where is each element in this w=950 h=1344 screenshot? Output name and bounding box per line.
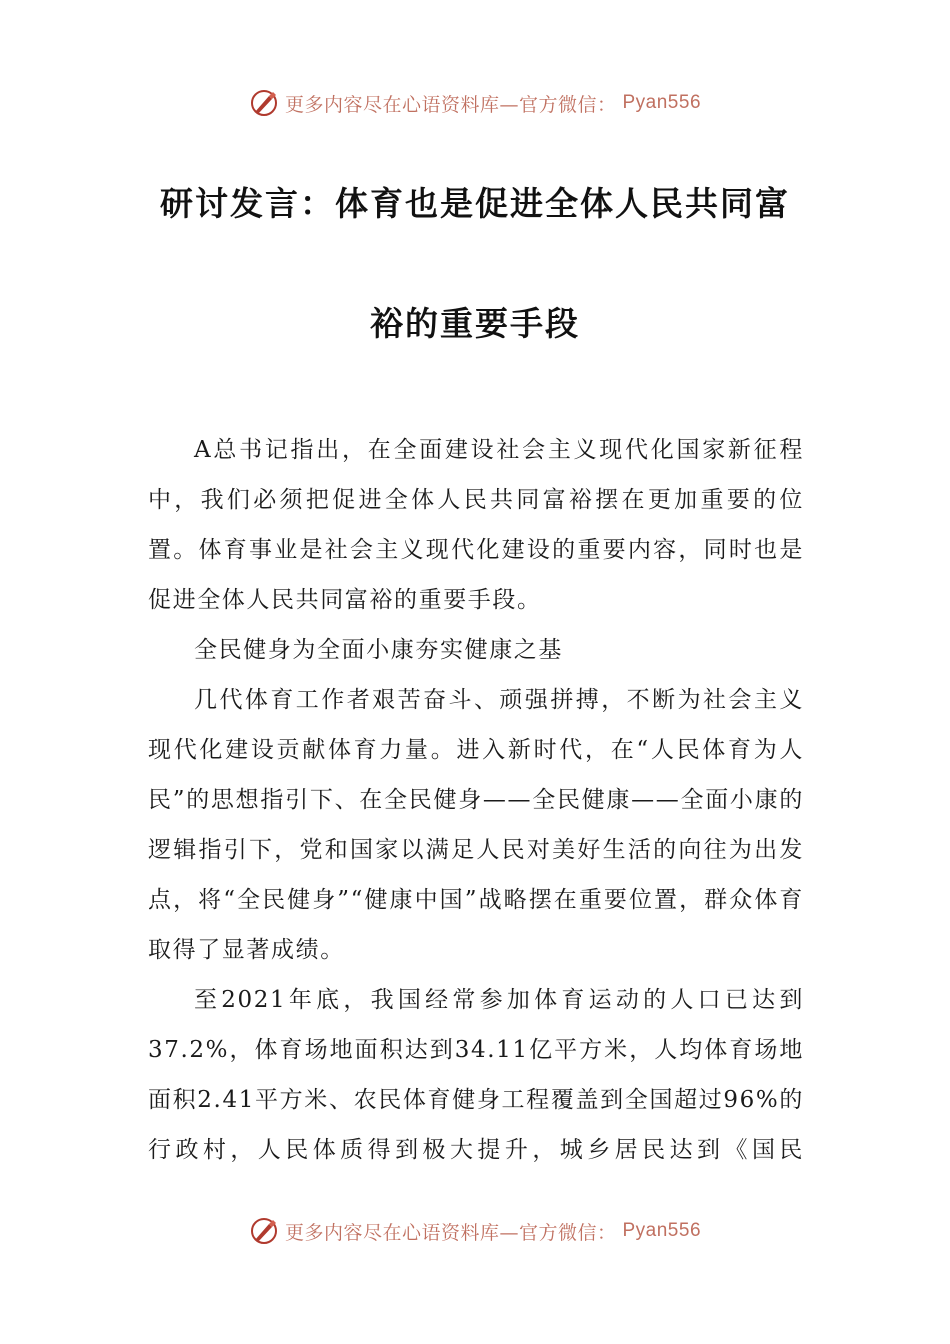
section-heading: 全民健身为全面小康夯实健康之基 — [194, 637, 563, 663]
document-body — [148, 425, 804, 1175]
watermark-wechat-id: Pyan556 — [622, 1220, 702, 1241]
watermark-text: 更多内容尽在心语资料库—官方微信： — [284, 93, 617, 116]
watermark-wechat-id: Pyan556 — [622, 92, 702, 113]
watermark-text: 更多内容尽在心语资料库—官方微信： — [284, 1221, 617, 1244]
paragraph: 几代体育工作者艰苦奋斗、顽强拼搏，不断为社会主义现代化建设贡献体育力量。进入新时代，在“人民体育为人民”的思想指引下、在全民健身——全民健康——全面小康的逻辑指引下，党和国家以满足人民对美好生活的向往为出发点，将“全民健身”“健康中国”战略摆在重要位置，群众体育取得了显著成绩。 — [148, 687, 804, 963]
document-title-line-2: 裕的重要手段 — [370, 304, 580, 343]
header-watermark — [0, 83, 950, 123]
paragraph: 至2021年底，我国经常参加体育运动的人口已达到37.2%，体育场地面积达到34.11亿平方米，人均体育场地面积2.41平方米、农民体育健身工程覆盖到全国超过96%的行政村，人民体质得到极大提升，城乡居民达到《国民 — [148, 987, 804, 1163]
pen-logo-icon — [249, 88, 279, 118]
footer-watermark — [0, 1211, 950, 1251]
paragraph: A总书记指出，在全面建设社会主义现代化国家新征程中，我们必须把促进全体人民共同富裕摆在更加重要的位置。体育事业是社会主义现代化建设的重要内容，同时也是促进全体人民共同富裕的重要手段。 — [148, 437, 804, 613]
pen-logo-icon — [249, 1216, 279, 1246]
document-title-line-1: 研讨发言：体育也是促进全体人民共同富 — [160, 184, 790, 223]
